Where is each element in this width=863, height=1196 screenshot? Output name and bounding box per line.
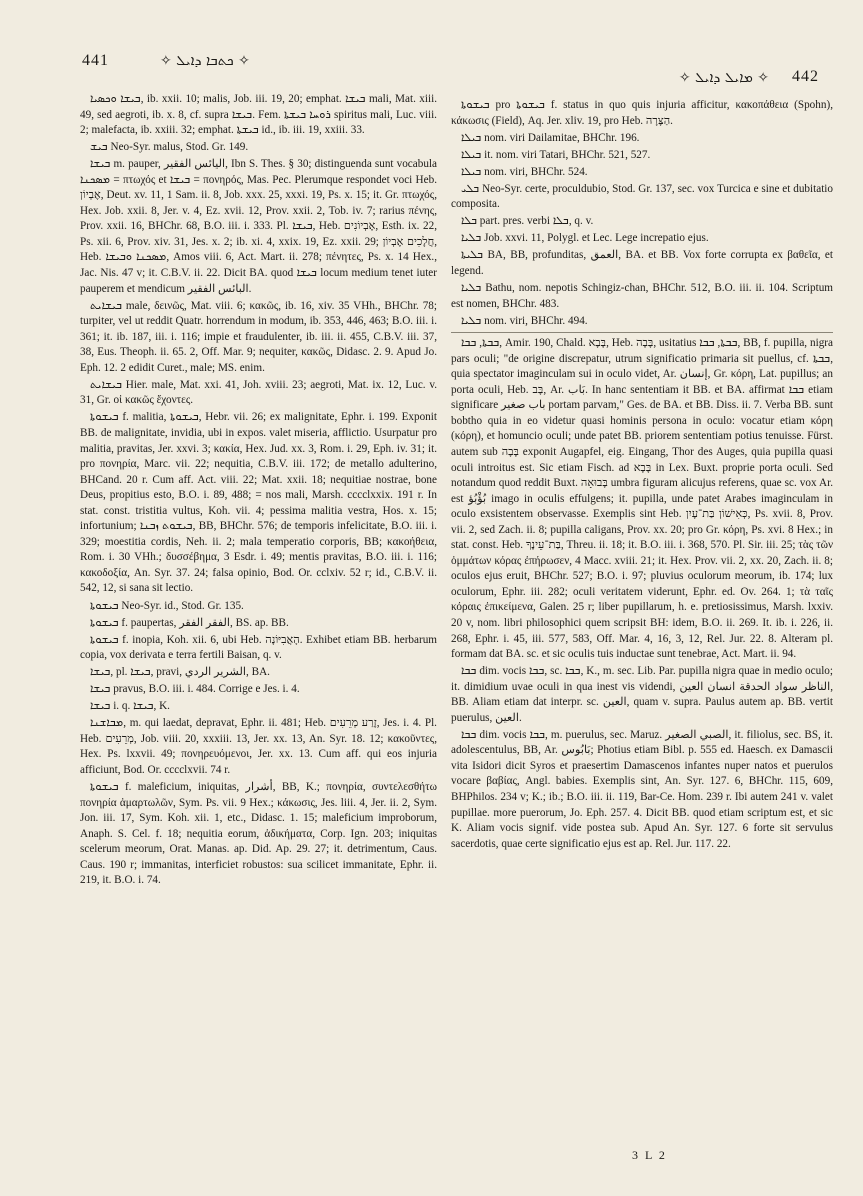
left-page-number: 441 (82, 52, 109, 69)
right-running-head: ✧ ܡܐܝܠ ܕܐܝܠ ✧ (678, 70, 769, 86)
dictionary-entry: ܒܝܫܘܬܐ f. inopia, Koh. xii. 6, ubi Heb. הָאֲבִיּוֹנָה. Exhibet etiam BB. herbarum copia, vox derivata e terra fertili Baisan, q. v. (80, 633, 437, 662)
dictionary-entry: ܒܠܝ Neo-Syr. certe, proculdubio, Stod. Gr. 137, sec. vox Turcica e sine et dubitatio composita. (451, 182, 833, 211)
dictionary-entry: ܒܝܫܐ m. pauper, اليائس الفقير, Ibn S. Thes. § 30; distinguenda sunt vocabula ܡܣܟܢܐ = πτωχός et ܒܝܫܐ = πονηρός, Mas. Pec. Plerumque respondet voci Heb. אֶבְיוֹן, Deut. xv. 11, 1 Sam. ii. 8, Job. xxx. 25, xxxi. 19, Ps. x. 15; it. Gr. πτωχός, Hex. Job. xxii. 8, Jer. v. 4, Ez. xvii. 12, Prov. xxii. 2, Tob. iv. 7; rarius πένης, Prov. xxii. 16, BHChr. 68, B.O. iii. i. 333. Pl. ܒܝܫܐ, Heb. אֶבְיוֹנִים, Esth. ix. 22, Ps. xii. 6, Prov. xiv. 31, Jes. x. 2; ib. xi. 4, xxix. 19, Ez. xxii. 29; חֲלָכִים אֶבְיוֹן, Heb. ܡܣܟܢܐ ܘܒܝܫܐ, Amos viii. 6, Act. Mart. ii. 278; πένητες, Ps. x. 14 Hex., Jac. Nis. 47 v; it. C.B.V. ii. 22. Dicit BA. quod ܒܝܫܐ locum medium tenet iuter pauperem et mendicum البائس الفقير. (80, 158, 437, 295)
dictionary-entry: ܒܝܫܘܬܐ Neo-Syr. id., Stod. Gr. 135. (90, 599, 244, 612)
dictionary-entry: ܒܠܝܐ Bathu, nom. nepotis Schingiz-chan, BHChr. 512, B.O. iii. ii. 104. Scriptum est nomen, BHChr. 483. (451, 282, 833, 310)
dictionary-entry: ܒܝܠܐ it. nom. viri Tatari, BHChr. 521, 527. (461, 148, 651, 161)
dictionary-entry: ܒܒܐ dim. vocis ܒܒܐ, m. puerulus, sec. Maruz. الصبي الصغير, it. filiolus, sec. BS, it. adolescentulus, BB, Ar. بَابُوس; Photius etiam Bibl. p. 555 ed. Haesch. ex Damascii vita Isidori dicit Syros et praesertim Damascenos infantes nuper natos et puerulos vocare βαβίας, Angl. babies. Exemplis sint, An. Syr. 127. 6, BHChr. 115, 609, BHPhilos. 234 v; K.; ib.; B.O. iii. ii. 119, Bar-Ce. Hom. 239 r. Ibi autem 241 v. valet pupillae. more puerorum, Jo. Eph. 257. 4. Dicit BB. quod etiam scriptum est, et sic K. Aliam vocis signif. vide postea sub. Apud An. Syr. 127. 6 forte sit servulus sacerdotis, quae certe significatio ejus est ap. Rel. Jur. 117. 22. (451, 728, 833, 850)
dictionary-entry: ܒܝܫܘܬܐ f. paupertas, الفقر الفقر, BS. ap. BB. (90, 616, 289, 629)
left-column (80, 92, 437, 1174)
right-page-number: 442 (792, 68, 819, 85)
dictionary-entry: ܒܠܐ part. pres. verbi ܒܠܐ, q. v. (461, 215, 594, 228)
dictionary-entry: ܒܠܝܐ Job. xxvi. 11, Polygl. et Lec. Lege increpatio ejus. (461, 232, 709, 245)
dictionary-entry: ܒܝܫܐܝܬ male, δεινῶς, Mat. viii. 6; κακῶς, ib. 16, xiv. 35 VHh., BHChr. 78; turpiter, vel ut reddit Quatr. horrendum in modum, ib. 353, 446, 463; B.O. iii. i. 361; it. ib. 187, iii. i. 116; impie et fraudulenter, ib. iii. ii. 455, C.B.V. iii. 37, 38, Eus. Theoph. ii. 65. 2, Off. Mar. 9; nequiter, κακῶς, Didasc. 2. 9. Apud Jo. Eph. 12. 2 edidit Curet., male; MS. enim. (80, 299, 437, 374)
dictionary-entry: ܒܝܠܐ nom. viri, BHChr. 524. (461, 165, 588, 178)
right-column (451, 98, 833, 1126)
dictionary-entry: ܒܝܠܐ nom. viri Dailamitae, BHChr. 196. (461, 131, 640, 144)
dictionary-entry: ܒܝܫܐ ܘܟܣܝܐ, ib. xxii. 10; malis, Job. iii. 19, 20; emphat. ܒܝܫܐ mali, Mat. xiii. 49, sed aegroti, ib. x. 8, cf. supra ܒܝܫܐ. Fem. ܪܘܚܐ ܒܝܫܬܐ spiritus mali, Luc. viii. 2; malefacta, ib. xxiii. 32; emphat. ܒܝܫܬܐ id., ib. iii. 19, xxiii. 33. (80, 93, 437, 137)
dictionary-entry: ܒܠܝܐ nom. viri, BHChr. 494. (461, 314, 588, 327)
signature-mark: 3 L 2 (632, 1148, 667, 1162)
dictionary-entry: ܒܒܬܐ, ܒܒܐ, Amir. 190, Chald. בָּבָא, Heb. בָּבָה, usitatius ܒܒܬܐ, ܒܒܐ, BB, f. pupilla, nigra pars oculi; "de origine discrepatur, utrum significatio primaria sit puellus, cf. ܒܒܬܐ, quia spectator imaginculam sui in oculo videt, Ar. إنسان, Gr. κόρη, Lat. pupillus; an porta oculi, Heb. בָּב, Ar. بَاب. In hanc sententiam it BB. et BA. affirmat ܒܒܐ etiam significare باب صغير portam parvam," Ges. de BA. et BB. Diss. ii. 7. Verba BB. sunt bobtho quia in eo videtur quasi hominis persona in oculo: vocatur etiam κόρη (κόρη), et homuncio oculi; unde patet BB. priorem sententiam potius tenuisse. Fürst. autem sub בָּבָה exponit Augapfel, eig. Eingang, Thor des Auges, quia pupilla quasi oculi introitus est. Sic etiam Fisch. ad בָּבָא in Lex. Buxt. proprie porta oculi. Sed notandum quod reddit Buxt. בָּבוּאָה umbra figuram alicujus referens, quae sc. vox Ar. est بُؤْبُؤ imago in oculis effulgens; it. pupilla, unde patet Arabes imaginculam in oculo exsistentem observasse. Exemplis sint Heb. כְּאִישׁוֹן בַּת־עָיִן, Ps. xvii. 8, Prov. vii. 2, sed Zach. ii. 8; pupilla caligans, Prov. xx. 20; pro Gr. κόρη, Ps. xvi. 8 Hex.; in stat. const. Heb. בַּת־עֵינֶךָ, Threu. ii. 18; it. B.O. iii. i. 368, 570. Pl. Sir. iii. 25; τὰς τῶν ὀμμάτων κόρας ἐπήρωσεν, 4 Macc. xviii. 21; it. Hex. Prov. vii. 2, xx. 20, Zach. ii. 8; oculos ejus eruit, BHChr. 527; B.O. i. 97; pluvius oculorum meorum, ib. 174; lux oculorum, Ephr. iii. 282; oculi veritatem viderunt, Ephr. ed. Ov. 264. 1; τὰ ταῖς κόραις ἐπικείμενα, Galen. 25 r; liber pupillarum, h. e. pretiosissimus, Marsh. lxxiv. 20 v, nom. libri philosophici quem scripsit BH: idem, B.O. ii. 269. It. ib. i. 226, ii. 268, Ephr. i. 45, iii. 577, 583, Off. Mar. 4, 16, 3, 12, Rel. Jur. 22. 8. Alteram pl. formam dat BA. sc. et sic oculis tuis inductae sunt tenebrae, Act. Mart. ii. 94. (451, 332, 833, 662)
dictionary-entry: ܒܠܝܬܐ BA, BB, profunditas, العمق, BA. et BB. Vox forte corrupta ex βαθεῖα, et legend. (451, 249, 833, 277)
dictionary-entry: ܒܝܫܐ i. q. ܒܝܫܐ, K. (90, 700, 170, 713)
left-running-head: ✧ ܟܬܒܐ ܕܐܝܠ ✧ (160, 53, 250, 69)
dictionary-entry: ܒܝܫܘܬܐ f. maleficium, iniquitas, أشرار, BB, K.; πονηρία, συντελεσθήτω πονηρία ἁμαρτωλῶν, Sym. Ps. vii. 9 Hex.; κάκωσις, Jes. liii. 4, Jer. ii. 2, Sym. Jon. iii. 17, Sym. Koh. xii. 1, etc., Didasc. 1. 15; maleficium improborum, Anaph. S. Cel. f. 18; nequitia eorum, ἀδικήματα, Corp. Ign. 203; iniquitas scelerum meorum, Orat. Manas. ap. Did. Ap. 29. 27; it. detrimentum, Caus. Caus. 190 r; immanitas, interficiet robustos: sua scilicet immanitate, Ephr. ii. 219, it. B.O. i. 74. (80, 781, 437, 887)
dictionary-entry: ܒܝܫܐ, pl. ܒܝܫܐ, pravi, الشرير الردي, BA. (90, 666, 270, 679)
dictionary-entry: ܒܝܫܘܬܐ f. malitia, ܒܝܫܘܬܐ, Hebr. vii. 26; ex malignitate, Ephr. i. 199. Exponit BB. de malignitate, invidia, ubi in expos. valet miseria, afflictio. Usurpatur pro malitia, pravitas, Jer. xxvi. 3; κακία, Hex. Jud. xx. 3, Rom. i. 29, Eph. iv. 31; it. pro πονηρία, Marc. vii. 22; nequitia, C.B.V. iii. 172; de metallo adulterino, BHCand. 20 r. Cum aff. Act. viii. 22; Mat. xxii. 18; nequitiae nostrae, bone Deus, propitius esto, B.O. i. 89, 488; = nos mali, Marsh. cccclxxix. 191 r. In stat. const. tristitia vultus, Koh. vii. 4; pessima malitia vestra, Hos. x. 15; infortunium; ܒܝܫܘܬ ܙܒܢܐ, BB, BHChr. 576; de temporis infelicitate, B.O. iii. i. 329; moestitia cordis, Neh. ii. 2; mala temperatio corporis, BB; κακοήθεια, Rom. i. 30 VHh.; δυσσέβημα, 3 Esdr. i. 49; mentis pravitas, B.O. iii. i. 116; κακοδοξία, An. Syr. 37. 24; falsa opinio, Bod. Or. cclxiv. 52 r; id., C.B.V. ii. 542, 12, si sana sit lectio. (80, 411, 437, 595)
dictionary-entry: ܒܒܐ dim. vocis ܒܒܐ, sc. ܒܒܐ, K., m. sec. Lib. Par. pupilla nigra quae in medio oculo; it. dimidium uvae oculi in qua inest vis videndi, الناظر سواد الحدقة انسان العين, BB. Aliam etiam dat interpr. sc. العين, quam v. supra. Paulus autem ap. BB. vertit puerulus, العين. (451, 665, 833, 724)
dictionary-entry: ܒܝܫ Neo-Syr. malus, Stod. Gr. 149. (90, 141, 249, 154)
dictionary-entry: ܒܝܫܐ pravus, B.O. iii. i. 484. Corrige e Jes. i. 4. (90, 683, 300, 696)
dictionary-entry: ܡܒܐܫܢܐ, m. qui laedat, depravat, Ephr. ii. 481; Heb. זֶרַע מְרֵעִים, Jes. i. 4. Pl. Heb. מְרֵעִים, Job. viii. 20, xxxiii. 13, Jer. xx. 13, An. Syr. 18. 12; κακοῦντες, Hex. Ps. lxxvii. 49; πονηρευόμενοι, Jer. xx. 13. Cum aff. qui eos injuria afficiunt, Bod. Or. cccclxvii. 74 r. (80, 717, 437, 776)
dictionary-entry: ܒܝܫܐܝܬ Hier. male, Mat. xxi. 41, Joh. xviii. 23; aegroti, Mat. ix. 12, Luc. v. 31, Gr. οἱ κακῶς ἔχοντες. (80, 378, 437, 407)
running-header (70, 46, 829, 86)
dictionary-entry: ܒܝܫܘܬܐ pro ܒܝܫܘܬܐ f. status in quo quis injuria afficitur, κακοπάθεια (Spohn), κάκωσις (Field), Aq. Jer. xliv. 19, pro Heb. הַצָּרָה. (451, 99, 833, 127)
